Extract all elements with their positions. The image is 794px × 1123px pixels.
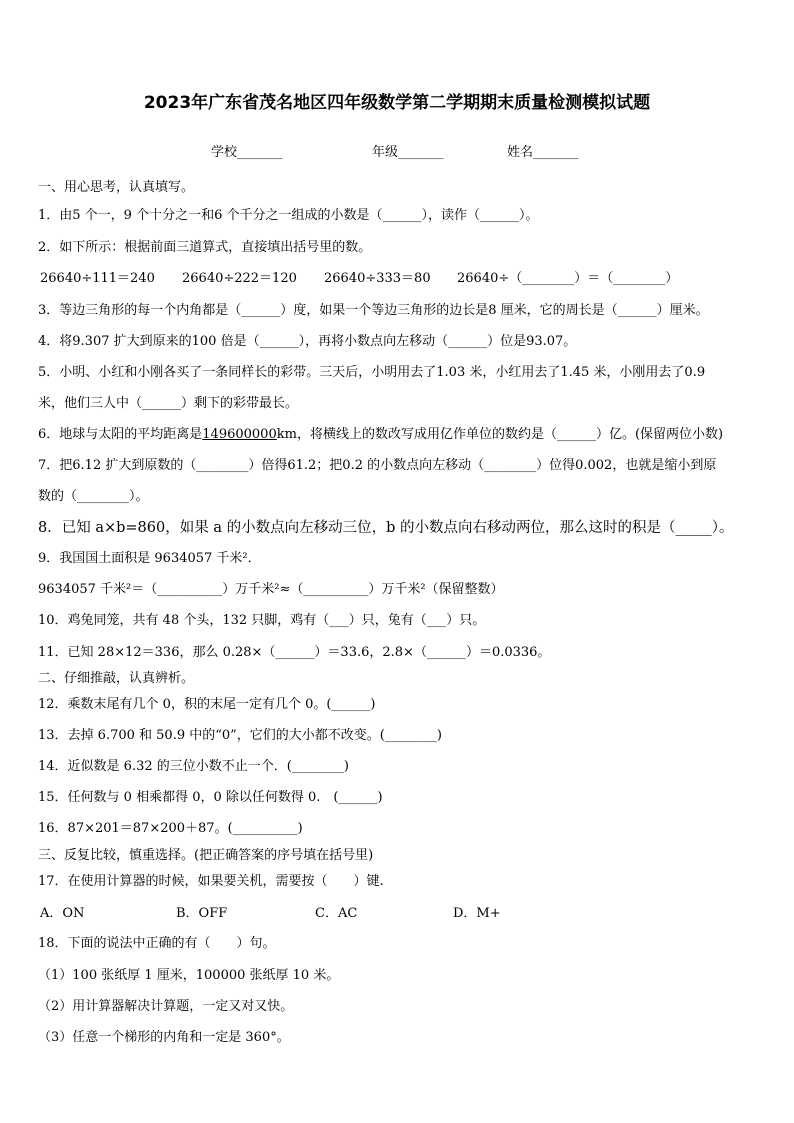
- question-5-line-2[interactable]: 米，他们三人中（______）剩下的彩带最长。: [38, 396, 299, 411]
- name-field[interactable]: 姓名_______: [507, 145, 579, 160]
- question-16[interactable]: 16．87×201＝87×200＋87。(__________): [38, 821, 303, 836]
- question-2-equation-1: 26640÷111＝240: [40, 271, 155, 286]
- question-2: 2．如下所示：根据前面三道算式，直接填出括号里的数。: [38, 240, 372, 255]
- question-17-option-a[interactable]: A．ON: [40, 906, 85, 921]
- question-6-suffix: km，将横线上的数改写成用亿作单位的数约是（______）亿。(保留两位小数): [276, 427, 724, 442]
- question-7-line-1[interactable]: 7．把6.12 扩大到原数的（________）倍得61.2；把0.2 的小数点向左移动（________）位得0.002，也就是缩小到原: [38, 458, 717, 473]
- question-10[interactable]: 10．鸡兔同笼，共有 48 个头，132 只脚，鸡有（___）只，兔有（___）只。: [38, 613, 486, 628]
- question-9-line-2[interactable]: 9634057 千米²＝（__________）万千米²≈（__________）万千米²（保留整数）: [38, 582, 504, 597]
- question-6-underlined-number: 149600000: [202, 427, 277, 442]
- school-field[interactable]: 学校_______: [211, 145, 283, 160]
- section-2-heading: 二、仔细推敲，认真辨析。: [38, 671, 195, 686]
- question-17-option-d[interactable]: D．M+: [453, 906, 501, 921]
- question-17: 17．在使用计算器的时候，如果要关机，需要按（ ）键.: [38, 874, 384, 889]
- question-17-option-b[interactable]: B．OFF: [176, 906, 228, 921]
- section-3-heading: 三、反复比较，慎重选择。(把正确答案的序号填在括号里): [38, 848, 374, 863]
- question-2-equation-3: 26640÷333＝80: [324, 271, 431, 286]
- question-18-item-2: （2）用计算器解决计算题，一定又对又快。: [38, 999, 294, 1014]
- question-17-option-c[interactable]: C．AC: [315, 906, 358, 921]
- question-15[interactable]: 15．任何数与 0 相乘都得 0，0 除以任何数得 0. (______): [38, 790, 383, 805]
- question-18: 18．下面的说法中正确的有（ ）句。: [38, 936, 276, 951]
- grade-field[interactable]: 年级_______: [372, 145, 444, 160]
- question-6-prefix: 6．地球与太阳的平均距离是: [38, 427, 203, 442]
- question-7-line-2[interactable]: 数的（________）。: [38, 489, 149, 504]
- section-1-heading: 一、用心思考，认真填写。: [38, 180, 195, 195]
- question-4[interactable]: 4．将9.307 扩大到原来的100 倍是（______），再将小数点向左移动（______）位是93.07。: [38, 334, 577, 349]
- question-2-equation-2: 26640÷222＝120: [182, 271, 297, 286]
- question-5-line-1: 5．小明、小红和小刚各买了一条同样长的彩带。三天后，小明用去了1.03 米，小红用去了1.45 米，小刚用去了0.9: [38, 365, 706, 380]
- question-3[interactable]: 3．等边三角形的每一个内角都是（______）度，如果一个等边三角形的边长是8 厘米，它的周长是（______）厘米。: [38, 303, 709, 318]
- question-18-item-1: （1）100 张纸厚 1 厘米，100000 张纸厚 10 米。: [38, 968, 340, 983]
- question-8[interactable]: 8．已知 a×b=860，如果 a 的小数点向左移动三位，b 的小数点向右移动两位，那么这时的积是（_____）。: [38, 520, 734, 536]
- question-2-equation-4[interactable]: 26640÷（________）＝（________）: [457, 271, 679, 286]
- page-title: 2023年广东省茂名地区四年级数学第二学期期末质量检测模拟试题: [143, 93, 651, 113]
- question-14[interactable]: 14．近似数是 6.32 的三位小数不止一个．(________): [38, 759, 349, 774]
- question-6[interactable]: [38, 426, 723, 444]
- question-13[interactable]: 13．去掉 6.700 和 50.9 中的“0”，它们的大小都不改变。(________): [38, 728, 442, 743]
- question-1[interactable]: 1．由5 个一，9 个十分之一和6 个千分之一组成的小数是（______），读作（______）。: [38, 208, 539, 223]
- question-12[interactable]: 12．乘数末尾有几个 0，积的末尾一定有几个 0。(______): [38, 697, 376, 712]
- question-18-item-3: （3）任意一个梯形的内角和一定是 360°。: [38, 1030, 290, 1045]
- question-11[interactable]: 11．已知 28×12＝336，那么 0.28×（______）＝33.6，2.8×（______）＝0.0336。: [38, 645, 551, 660]
- question-9: 9．我国国土面积是 9634057 千米²．: [38, 551, 261, 566]
